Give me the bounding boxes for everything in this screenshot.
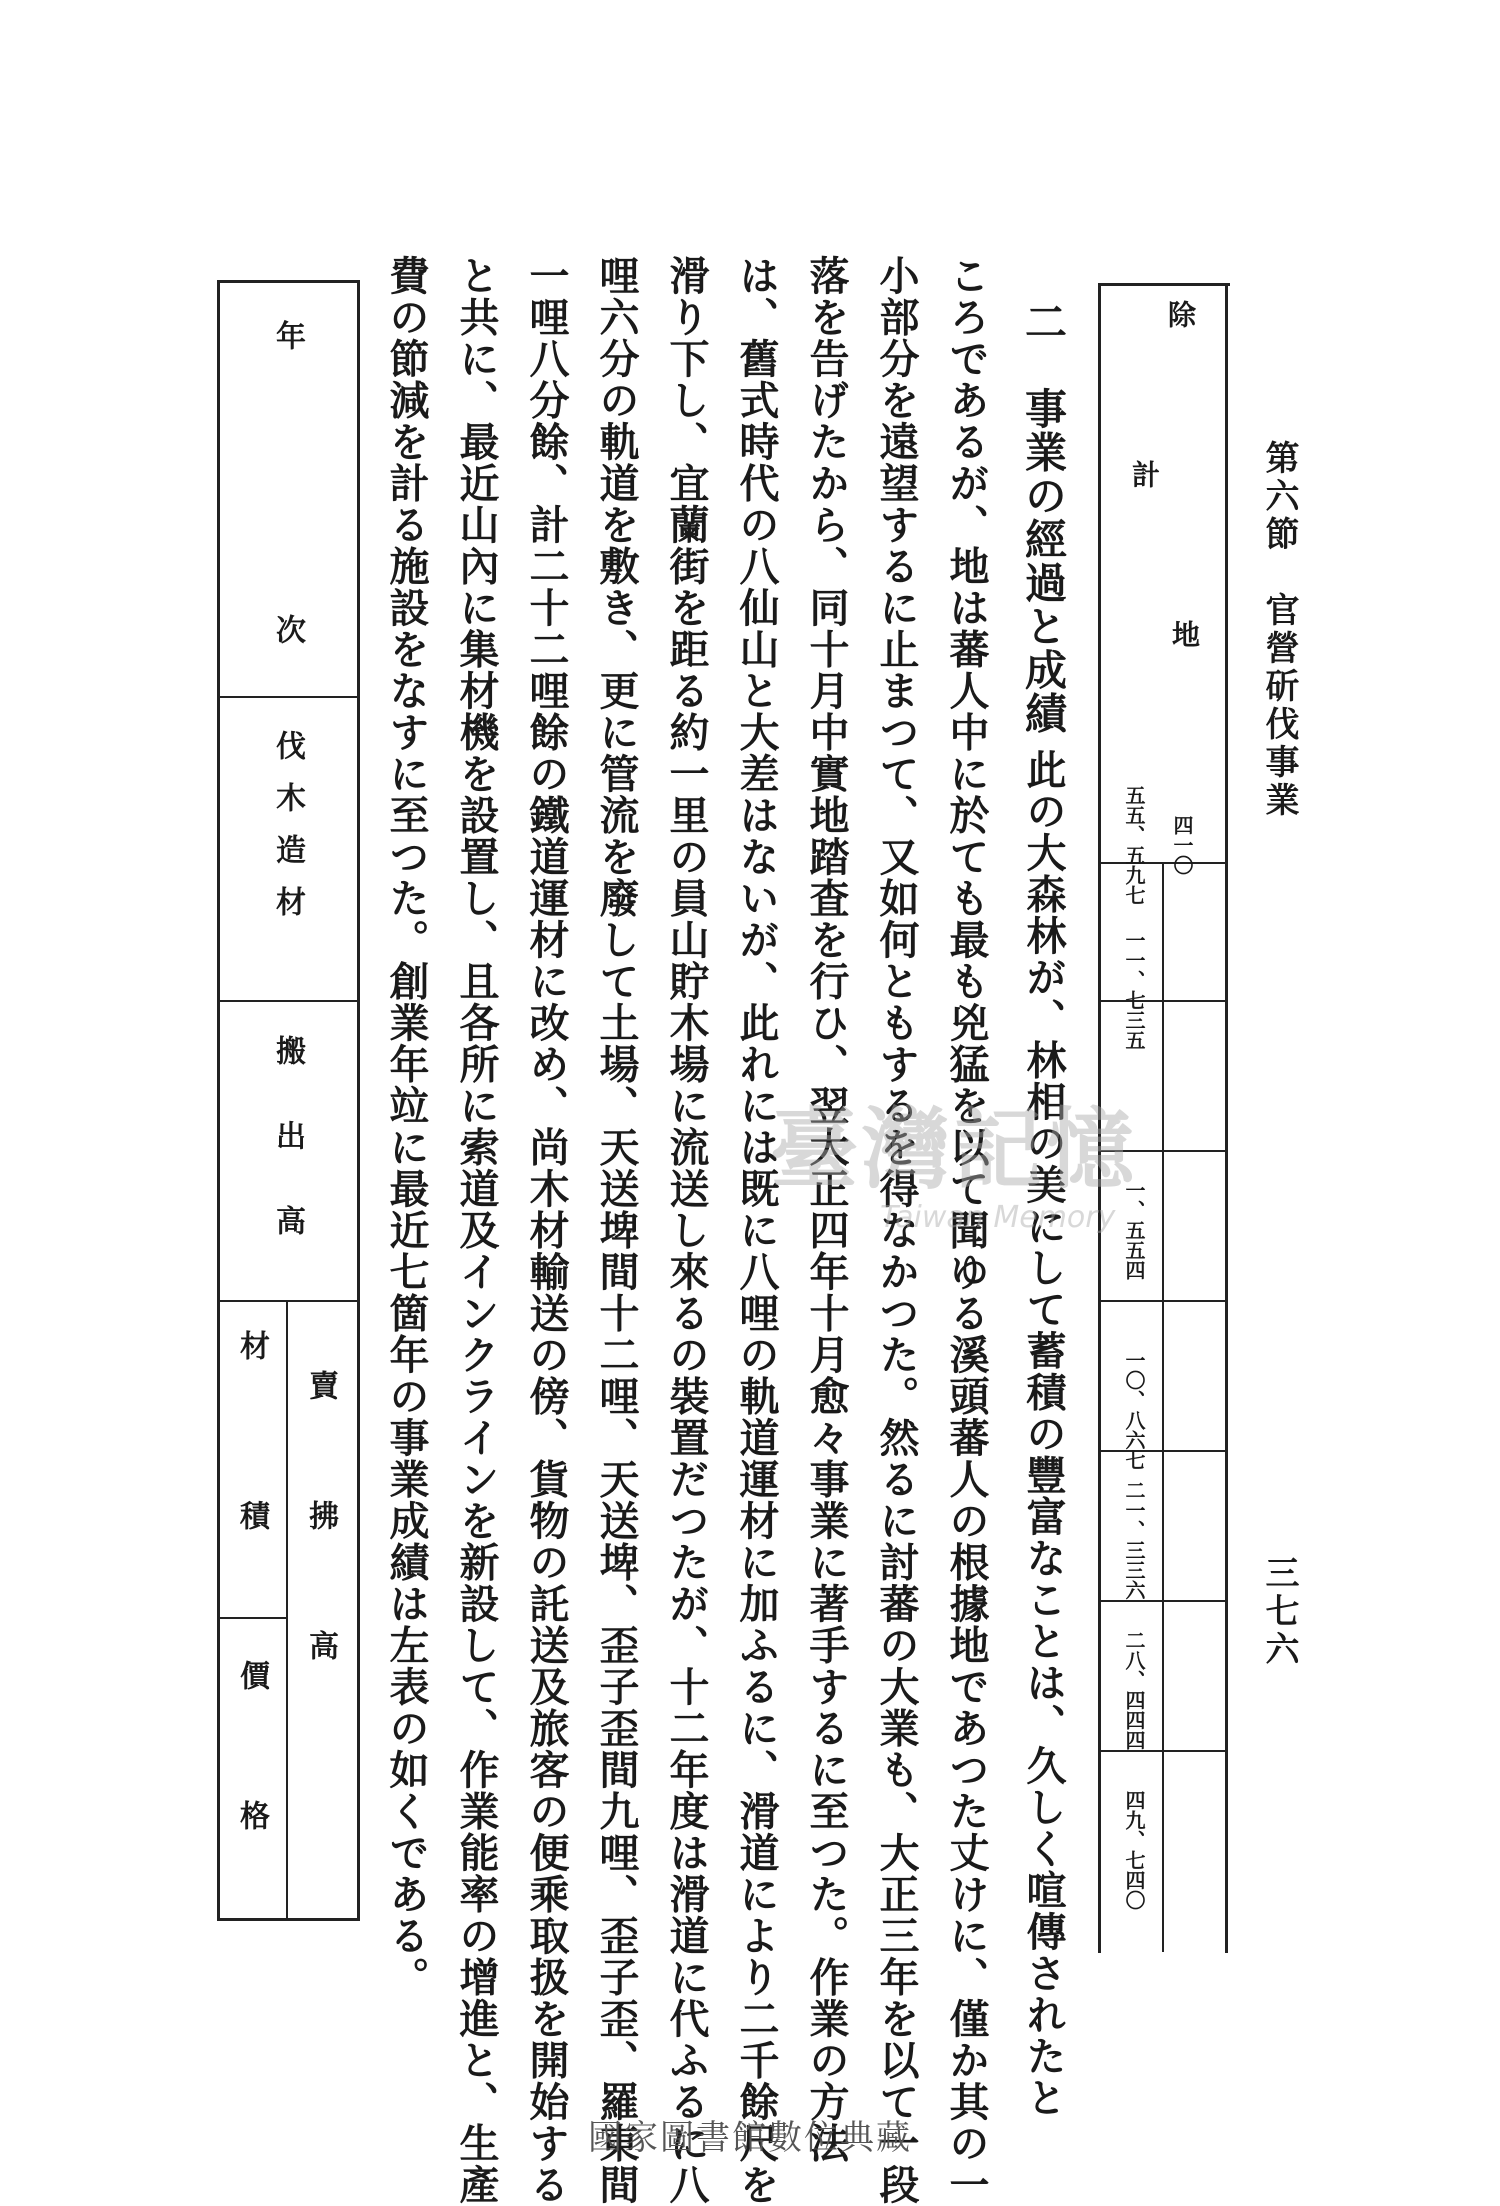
footer-credit: 國家圖書館數位典藏 xyxy=(588,2118,912,2158)
col-header-sold-amount: 賣拂高 xyxy=(303,1370,338,1760)
col-header-carried-out: 搬出高 xyxy=(270,1035,305,1290)
table-cell: 四九、七四〇 xyxy=(1122,1790,1146,1910)
body-column: 一哩八分餘、計二十二哩餘の鐵道運材に改め、尚木材輸送の傍、貨物の託送及旅客の便乘取扱を開始する xyxy=(523,255,570,2206)
body-column: ころであるが、地は蕃人中に於ても最も兇猛を以て聞ゆる溪頭蕃人の根據地であつた丈けに、僅か其の一 xyxy=(943,255,990,2206)
table-label-char: 除 xyxy=(1164,300,1197,328)
body-column: 費の節減を計る施設をなすに至つた。創業年竝に最近七箇年の事業成績は左表の如くである。 xyxy=(383,255,430,1998)
table-label-char: 地 xyxy=(1168,620,1201,648)
body-column: 小部分を遠望するに止まつて、又如何ともするを得なかつた。然るに討蕃の大業も、大正三年を以て一段 xyxy=(873,255,920,2206)
table-cell: 二一、三三六 xyxy=(1122,1480,1146,1600)
body-column: 落を告げたから、同十月中實地踏査を行ひ、翌大正四年十月愈々事業に著手するに至つた。作業の方法 xyxy=(803,255,850,2164)
section-intro: 此の大森林が、林相の美にして蓄積の豐富なことは、久しく喧傳されたと xyxy=(1020,749,1067,2119)
table-label-char: 計 xyxy=(1128,460,1161,488)
section-title: 二 事業の經過と成績 xyxy=(1019,300,1068,735)
table-cell: 一、五五四 xyxy=(1122,1180,1146,1280)
watermark-subtitle: Taiwan Memory xyxy=(880,1200,1116,1235)
watermark-title: 臺灣記憶 xyxy=(770,1098,1139,1201)
page-number: 三七六 xyxy=(1259,1555,1299,1669)
col-header-felling: 伐木造材 xyxy=(270,730,305,938)
table-cell: 四一〇 xyxy=(1170,815,1194,875)
running-header: 第六節 官營斫伐事業 xyxy=(1259,440,1299,820)
col-header-price: 價格 xyxy=(234,1660,269,1940)
body-column: は、舊式時代の八仙山と大差はないが、此れには既に八哩の軌道運材に加ふるに、滑道により二千餘尺を xyxy=(733,255,780,2206)
table-cell: 一一、七三五 xyxy=(1122,930,1146,1050)
table-cell: 二八、四四四 xyxy=(1122,1630,1146,1750)
col-header-year: 年 次 xyxy=(270,320,305,712)
body-column: 哩六分の軌道を敷き、更に管流を廢して土場、天送埤間十二哩、天送埤、歪子歪間九哩、歪子歪、羅東間 xyxy=(593,255,640,2206)
watermark xyxy=(770,1080,1230,1270)
body-column: と共に、最近山內に集材機を設置し、且各所に索道及インクラインを新設して、作業能率の增進と、生產 xyxy=(453,255,500,2206)
col-header-volume: 材積 xyxy=(234,1330,269,1670)
table-cell: 五五、五九七 xyxy=(1122,785,1146,905)
table-cell: 一〇、八六七 xyxy=(1122,1350,1146,1470)
body-column: 滑り下し、宜蘭街を距る約一里の員山貯木場に流送し來るの裝置だつたが、十二年度は滑道に代ふるに八 xyxy=(663,255,710,2206)
